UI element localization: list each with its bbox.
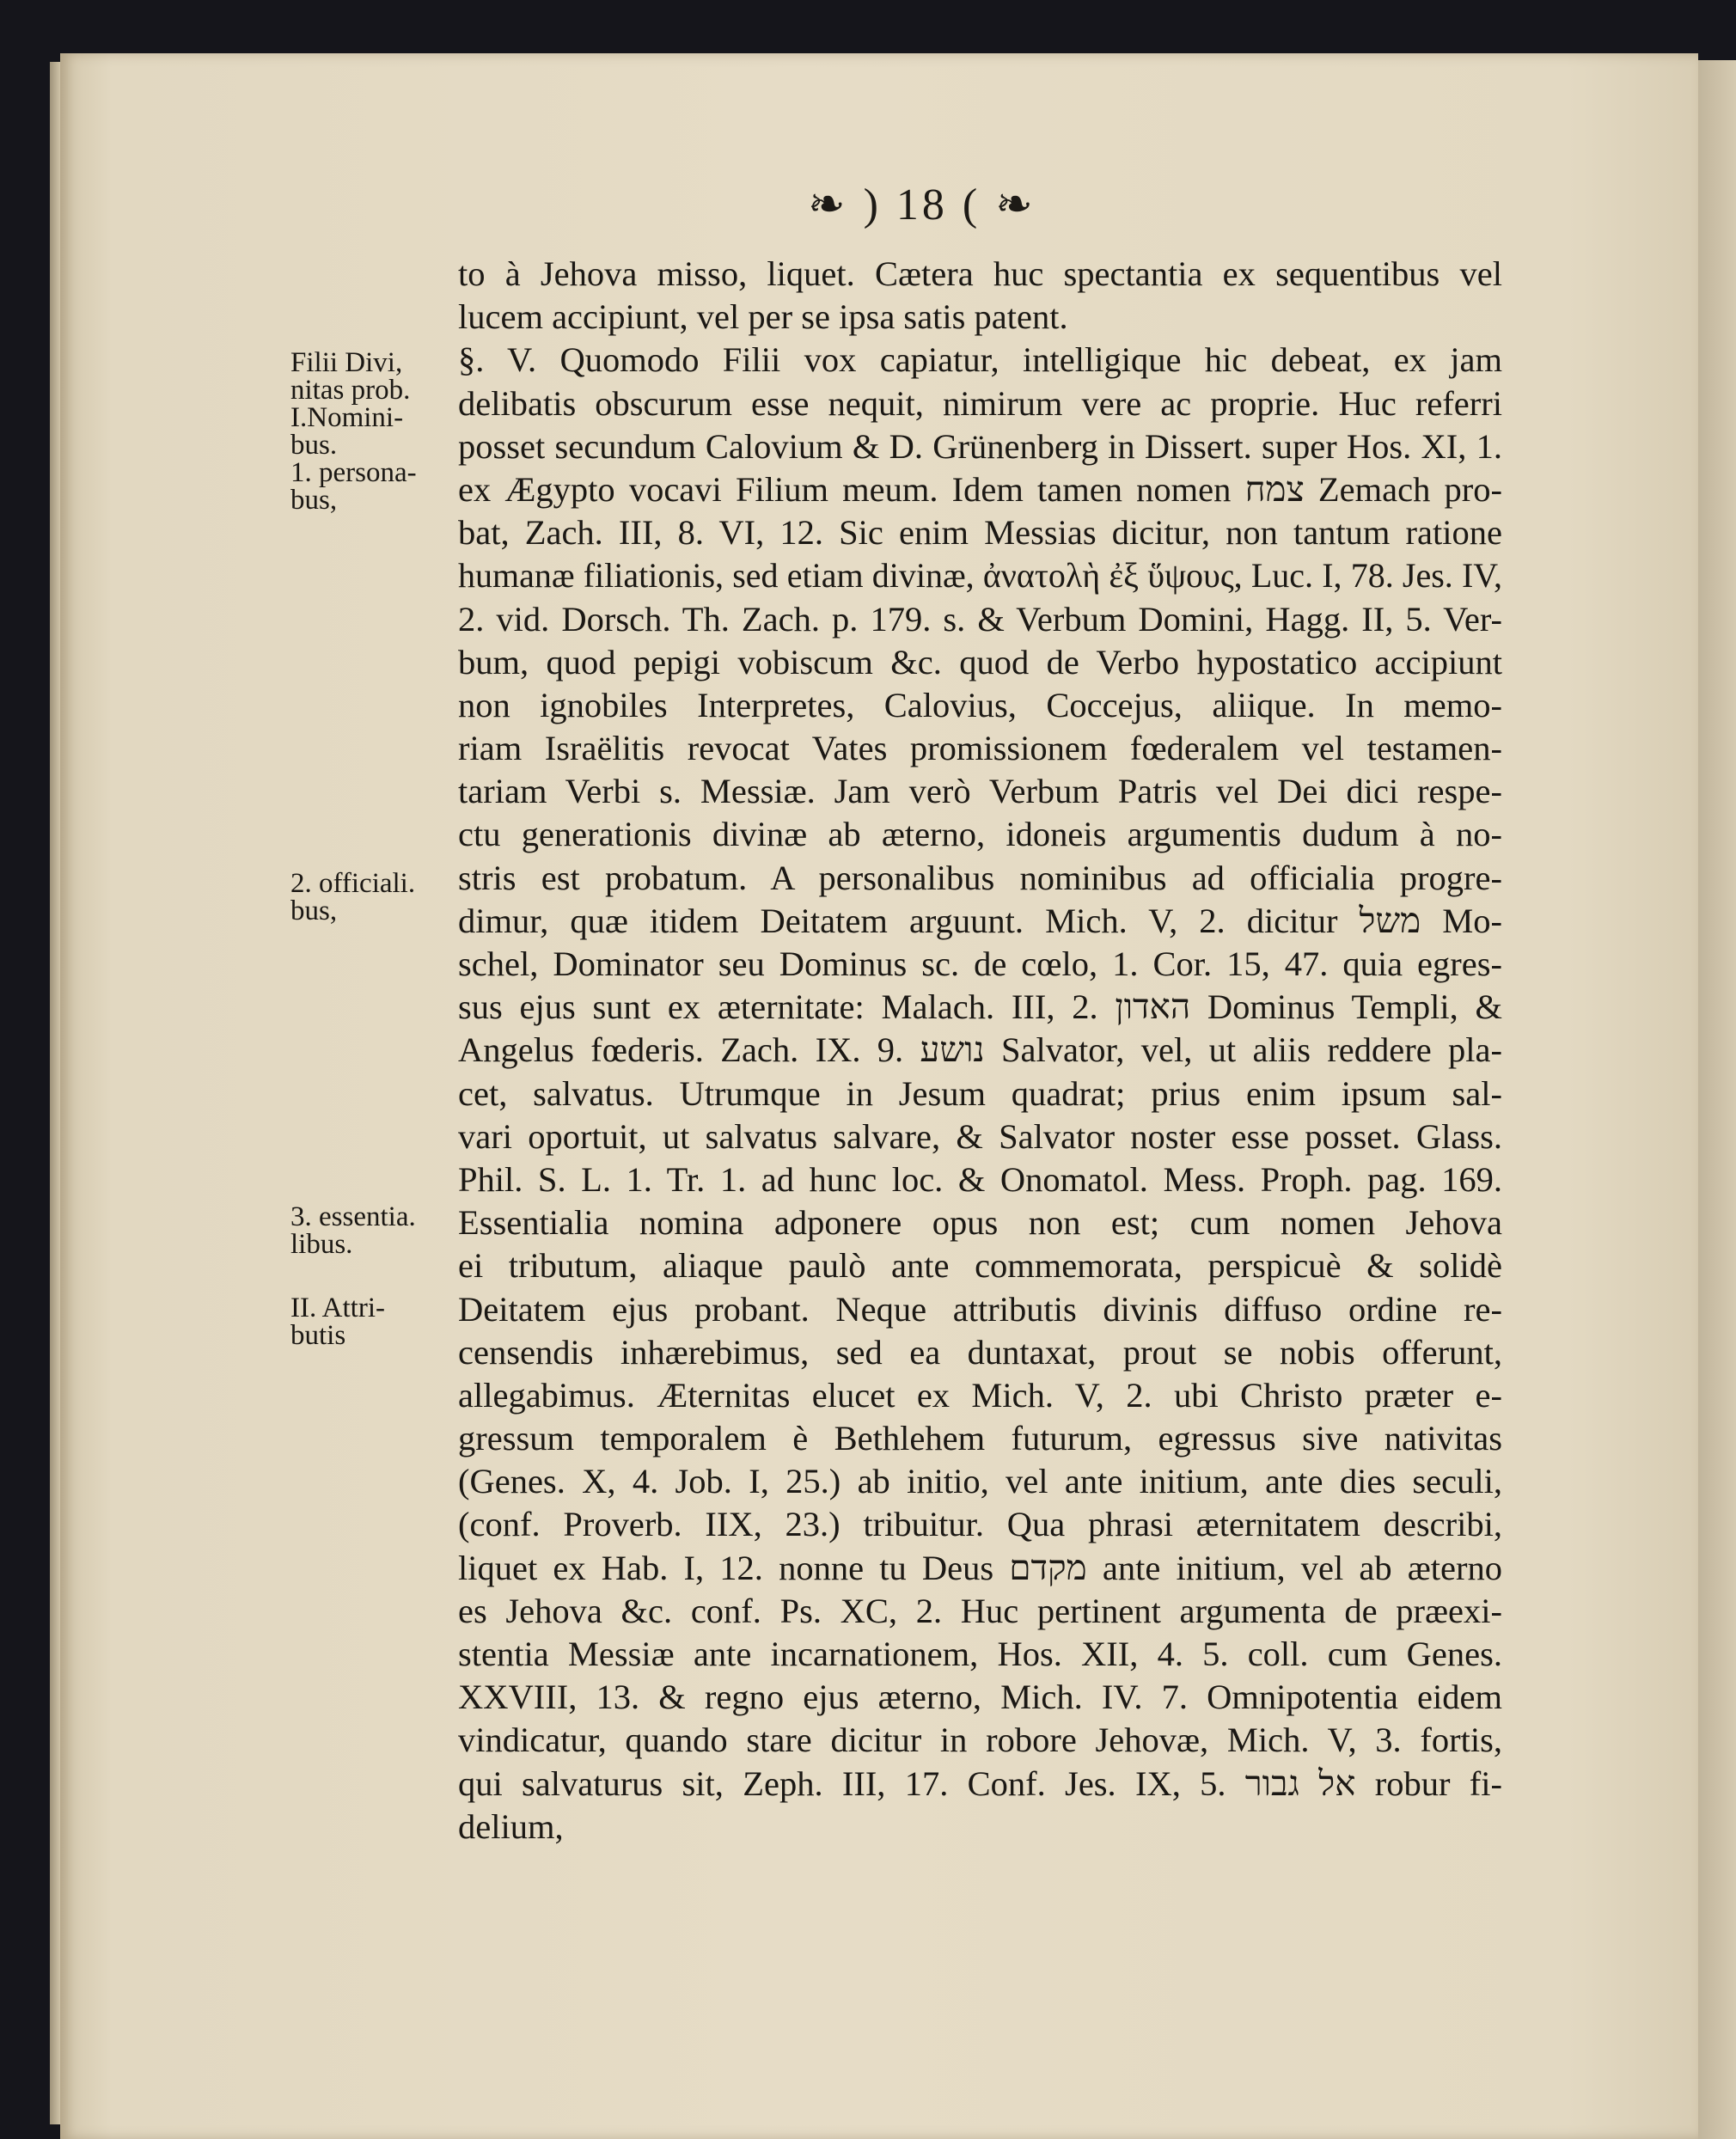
text-line: 2. vid. Dorsch. Th. Zach. p. 179. s. & Verbum Domini, Hagg. II, 5. Ver- <box>458 599 1502 639</box>
text-line: riam Israëlitis revocat Vates promissionem fœderalem vel testamen- <box>458 729 1502 768</box>
text-line: stris est probatum. A personalibus nominibus ad officialia progre- <box>458 858 1502 897</box>
text-line: Angelus fœderis. Zach. IX. 9. נושע Salvator, vel, ut aliis reddere pla- <box>458 1030 1503 1070</box>
text-line: (Genes. X, 4. Job. I, 25.) ab initio, vel ante initium, ante dies seculi, <box>458 1462 1502 1501</box>
text-line: vari oportuit, ut salvatus salvare, & Salvator noster esse posset. Glass. <box>458 1116 1502 1156</box>
text-line: cet, salvatus. Utrumque in Jesum quadrat; prius enim ipsum sal- <box>458 1073 1502 1113</box>
text-line: allegabimus. Æternitas elucet ex Mich. V, 2. ubi Christo præter e- <box>458 1375 1502 1415</box>
text-line: Phil. S. L. 1. Tr. 1. ad hunc loc. & Onomatol. Mess. Proph. pag. 169. <box>458 1159 1502 1199</box>
text-line: delium, <box>458 1806 564 1846</box>
margin-note-officialibus <box>290 870 445 925</box>
margin-note-line: 2. officiali. <box>290 868 416 899</box>
text-line: (conf. Proverb. IIX, 23.) tribuitur. Qua phrasi æternitatem describi, <box>458 1505 1502 1544</box>
text-line: stentia Messiæ ante incarnationem, Hos. XII, 4. 5. coll. cum Genes. <box>458 1635 1502 1673</box>
text-line: Deitatem ejus probant. Neque attributis divinis diffuso ordine re- <box>458 1289 1502 1329</box>
margin-note-line: I.Nomini- <box>290 402 404 433</box>
text-line: liquet ex Hab. I, 12. nonne tu Deus מקדם ante initium, vel ab æterno <box>458 1548 1502 1587</box>
text-line: bat, Zach. III, 8. VI, 12. Sic enim Messias dicitur, non tantum ratione <box>458 513 1502 553</box>
running-head-page-number: ❧ ) 18 ( ❧ <box>808 180 1036 229</box>
text-line: §. V. Quomodo Filii vox capiatur, intelligique hic debeat, ex jam <box>458 340 1502 380</box>
margin-note-line: 1. persona- <box>290 457 417 488</box>
margin-note-essentialibus <box>290 1203 445 1258</box>
margin-note-line: bus, <box>290 485 338 516</box>
text-line: ei tributum, aliaque paulò ante commemorata, perspicuè & solidè <box>458 1246 1502 1286</box>
margin-note-line: nitas prob. <box>290 375 411 406</box>
margin-note-filii-divinitas <box>290 349 445 514</box>
text-line: non ignobiles Interpretes, Calovius, Coccejus, aliique. In memo- <box>458 685 1502 724</box>
text-line: delibatis obscurum esse nequit, nimirum vere ac proprie. Huc referri <box>458 383 1502 423</box>
margin-note-line: II. Attri- <box>290 1293 385 1323</box>
margin-note-line: bus, <box>290 895 338 926</box>
text-line: ex Ægypto vocavi Filium meum. Idem tamen nomen צמח Zemach pro- <box>458 469 1502 509</box>
text-line: humanæ filiationis, sed etiam divinæ, ἀνατολὴ ἐξ ὕψους, Luc. I, 78. Jes. IV, <box>458 556 1502 596</box>
text-line: sus ejus sunt ex æternitate: Malach. III, 2. האדון Dominus Templi, & <box>458 987 1502 1027</box>
text-line: es Jehova &c. conf. Ps. XC, 2. Huc pertinent argumenta de præexi- <box>458 1591 1502 1630</box>
margin-note-line: 3. essentia. <box>290 1201 416 1232</box>
text-line: lucem accipiunt, vel per se ipsa satis patent. <box>458 297 1068 337</box>
text-line: posset secundum Calovium & D. Grünenberg in Dissert. super Hos. XI, 1. <box>458 426 1502 466</box>
text-line: vindicatur, quando stare dicitur in robore Jehovæ, Mich. V, 3. fortis, <box>458 1720 1502 1760</box>
text-line: Essentialia nomina adponere opus non est; cum nomen Jehova <box>458 1203 1502 1243</box>
margin-note-line: bus. <box>290 430 338 461</box>
margin-note-line: butis <box>290 1320 346 1351</box>
text-line: gressum temporalem è Bethlehem futurum, egressus sive nativitas <box>458 1419 1502 1458</box>
text-line: tariam Verbi s. Messiæ. Jam verò Verbum Patris vel Dei dici respe- <box>458 772 1502 811</box>
text-line: XXVIII, 13. & regno ejus æterno, Mich. IV. 7. Omnipotentia eidem <box>458 1678 1502 1717</box>
text-line: dimur, quæ itidem Deitatem arguunt. Mich. V, 2. dicitur משל Mo- <box>458 901 1503 940</box>
body-text <box>458 253 1502 1849</box>
text-line: bum, quod pepigi vobiscum &c. quod de Verbo hypostatico accipiunt <box>458 642 1502 681</box>
text-line: to à Jehova misso, liquet. Cætera huc spectantia ex sequentibus vel <box>458 254 1502 293</box>
margin-note-line: libus. <box>290 1229 353 1260</box>
text-line: qui salvaturus sit, Zeph. III, 17. Conf. Jes. IX, 5. אל גבור robur fi- <box>458 1763 1502 1803</box>
margin-note-line: Filii Divi, <box>290 347 403 378</box>
margin-note-attributis <box>290 1294 445 1349</box>
text-line: censendis inhærebimus, sed ea duntaxat, prout se nobis offerunt, <box>458 1332 1502 1372</box>
text-line: schel, Dominator seu Dominus sc. de cœlo, 1. Cor. 15, 47. quia egres- <box>458 944 1502 983</box>
text-line: ctu generationis divinæ ab æterno, idoneis argumentis dudum à no- <box>458 815 1502 854</box>
